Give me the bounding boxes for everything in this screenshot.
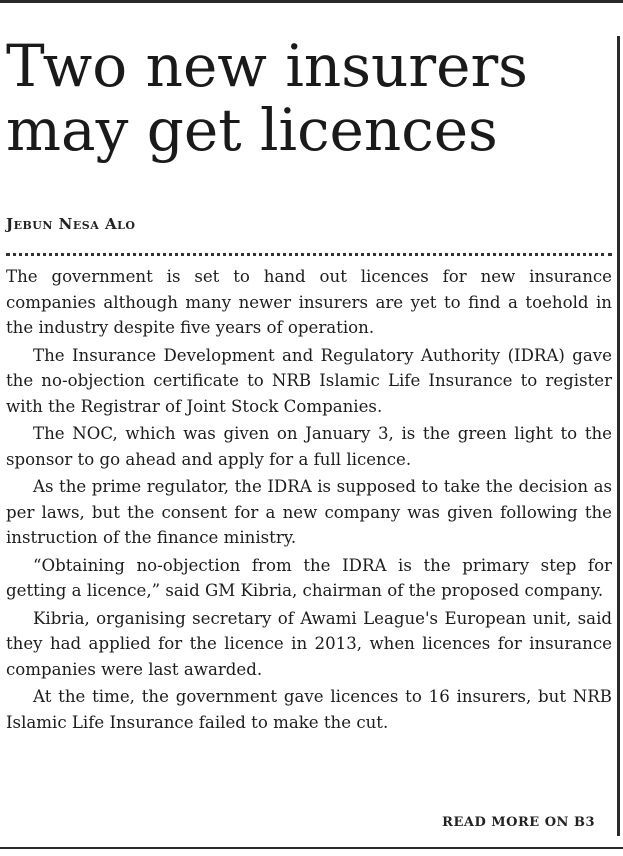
top-border-rule: [0, 0, 623, 3]
bottom-border-rule: [0, 847, 623, 849]
article-paragraph-2: The Insurance Development and Regulatory Authority (IDRA) gave the no-objection certificate to NRB Islamic Life Insurance to register with the Registrar of Joint Stock Companies.: [6, 345, 612, 416]
byline: Jebun Nesa Alo: [6, 215, 136, 233]
headline-line-2: may get licences: [6, 96, 498, 164]
article-paragraph-1: The government is set to hand out licences for new insurance companies although many newer insurers are yet to find a toehold in the industry despite five years of operation.: [6, 267, 612, 337]
right-column-rule: [617, 36, 620, 836]
article-paragraph-7: At the time, the government gave licences to 16 insurers, but NRB Islamic Life Insurance failed to make the cut.: [6, 687, 612, 732]
article-paragraph-6: Kibria, organising secretary of Awami League's European unit, said they had applied for the licence in 2013, when licences for insurance companies were last awarded.: [6, 608, 612, 679]
article-paragraph-3: The NOC, which was given on January 3, is the green light to the sponsor to go ahead and apply for a full licence.: [6, 424, 612, 469]
headline-line-1: Two new insurers: [6, 32, 528, 100]
article-body: [6, 264, 612, 737]
headline: [6, 34, 606, 162]
article-paragraph-5: “Obtaining no-objection from the IDRA is the primary step for getting a licence,” said GM Kibria, chairman of the proposed company.: [6, 555, 612, 600]
read-more-link[interactable]: READ MORE ON B3: [442, 815, 595, 830]
dotted-separator: [6, 253, 612, 256]
article-paragraph-4: As the prime regulator, the IDRA is supposed to take the decision as per laws, but the consent for a new company was given following the instruction of the finance ministry.: [6, 477, 612, 547]
